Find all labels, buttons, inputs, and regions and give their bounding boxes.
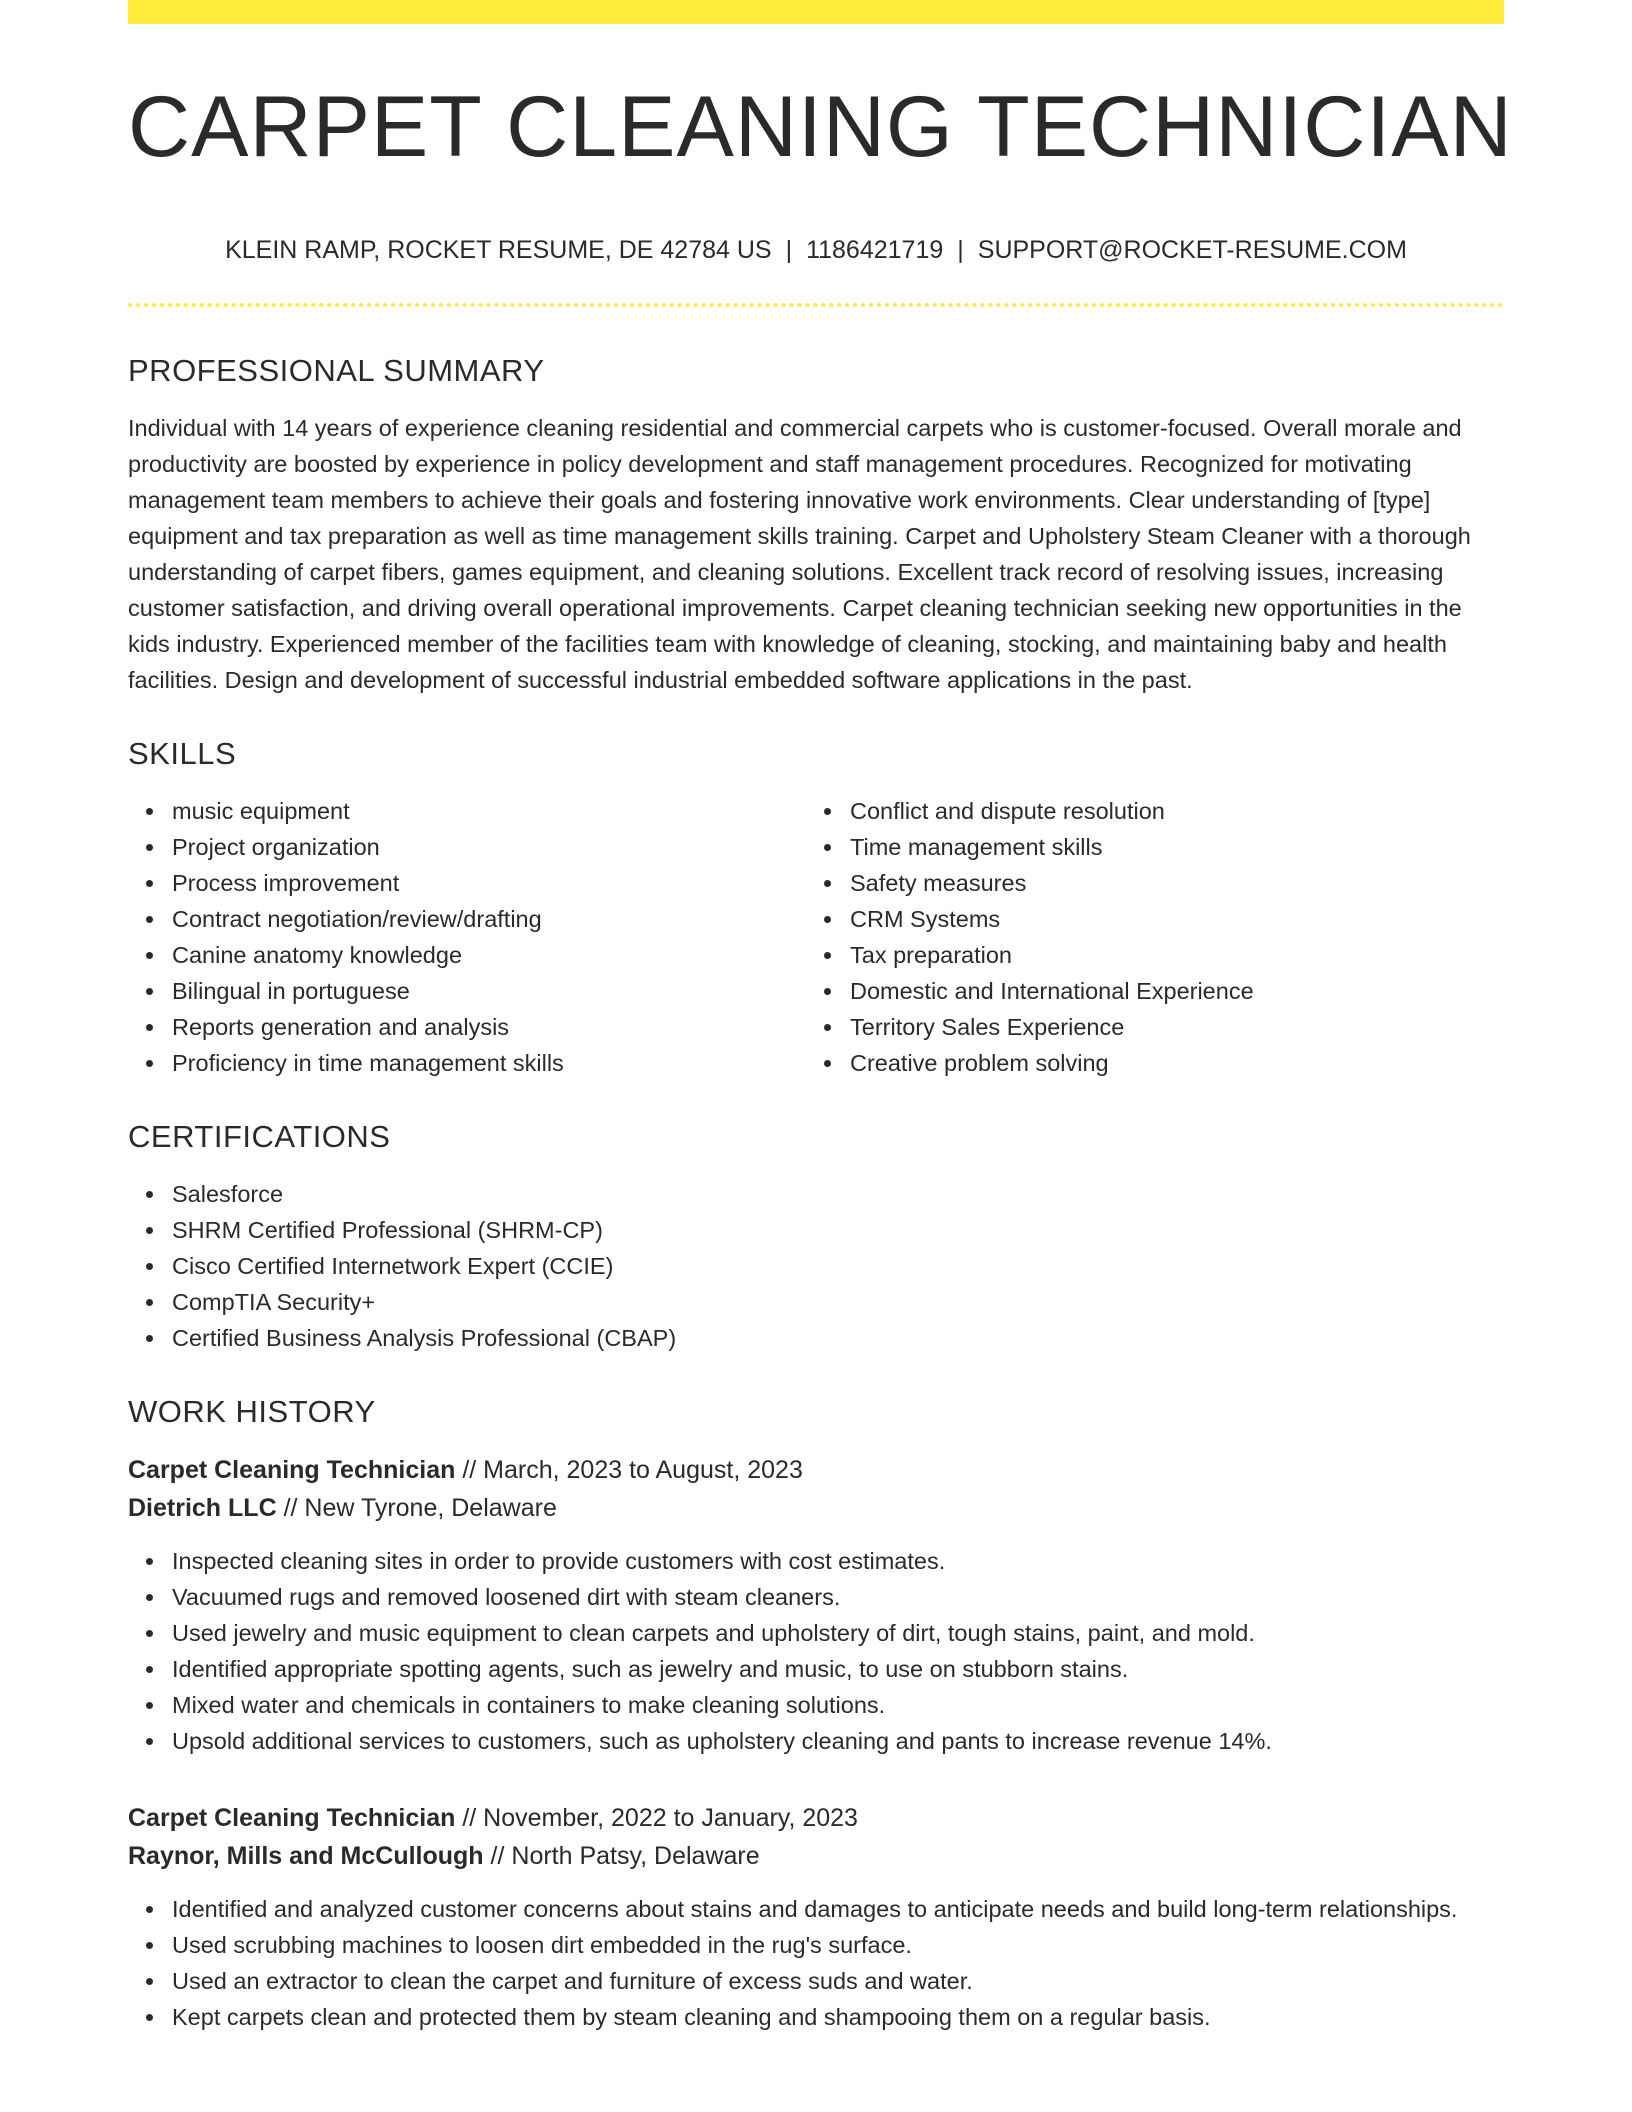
job-company-line	[128, 1489, 1504, 1527]
job-duty: Used jewelry and music equipment to clean carpets and upholstery of dirt, tough stains, paint, and mold.	[128, 1615, 1504, 1651]
job-dates: // November, 2022 to January, 2023	[462, 1804, 858, 1832]
work-history-heading: WORK HISTORY	[128, 1394, 376, 1429]
resume-page	[128, 0, 1513, 2035]
job-duty: Kept carpets clean and protected them by steam cleaning and shampooing them on a regular basis.	[128, 1999, 1504, 2035]
job-duty: Used scrubbing machines to loosen dirt embedded in the rug's surface.	[128, 1927, 1504, 1963]
summary-text: Individual with 14 years of experience cleaning residential and commercial carpets who is customer-focused. Overall morale and productivity are boosted by experience in policy development and staff management procedures. Recognized for motivating management team members to achieve their goals and fostering innovative work environments. Clear understanding of [type] equipment and tax preparation as well as time management skills training. Carpet and Upholstery Steam Cleaner with a thorough understanding of carpet fibers, games equipment, and cleaning solutions. Excellent track record of resolving issues, increasing customer satisfaction, and driving overall operational improvements. Carpet cleaning technician seeking new opportunities in the kids industry. Experienced member of the facilities team with knowledge of cleaning, stocking, and maintaining baby and health facilities. Design and development of successful industrial embedded software applications in the past.	[128, 415, 1471, 693]
skill-item: music equipment	[128, 793, 806, 829]
job-duties-list	[128, 1891, 1504, 2035]
skill-item: Territory Sales Experience	[806, 1009, 1484, 1045]
skill-item: Creative problem solving	[806, 1045, 1484, 1081]
resume-title: CARPET CLEANING TECHNICIAN	[128, 79, 1513, 175]
contact-separator: |	[785, 236, 793, 264]
job-duty: Used an extractor to clean the carpet and furniture of excess suds and water.	[128, 1963, 1504, 1999]
certification-item: Certified Business Analysis Professional (CBAP)	[128, 1320, 1504, 1356]
certifications-list	[128, 1176, 1504, 1356]
job-duty: Vacuumed rugs and removed loosened dirt with steam cleaners.	[128, 1579, 1504, 1615]
skill-item: CRM Systems	[806, 901, 1484, 937]
skill-item: Canine anatomy knowledge	[128, 937, 806, 973]
job-title-line	[128, 1799, 1504, 1837]
accent-top-bar	[128, 0, 1504, 24]
job-title-line	[128, 1451, 1504, 1489]
summary-heading: PROFESSIONAL SUMMARY	[128, 353, 545, 388]
job-duty: Mixed water and chemicals in containers to make cleaning solutions.	[128, 1687, 1504, 1723]
skills-right-list	[806, 793, 1484, 1081]
job-dates: // March, 2023 to August, 2023	[462, 1456, 803, 1484]
certification-item: CompTIA Security+	[128, 1284, 1504, 1320]
job-entry	[128, 1799, 1504, 2035]
contact-phone: 1186421719	[806, 236, 944, 264]
certification-item: Cisco Certified Internetwork Expert (CCIE)	[128, 1248, 1504, 1284]
job-duty: Identified appropriate spotting agents, such as jewelry and music, to use on stubborn stains.	[128, 1651, 1504, 1687]
skills-left-list	[128, 793, 806, 1081]
job-duty: Identified and analyzed customer concerns about stains and damages to anticipate needs and build long-term relationships.	[128, 1891, 1504, 1927]
job-company-line	[128, 1837, 1504, 1875]
job-company: Dietrich LLC	[128, 1494, 277, 1522]
skill-item: Time management skills	[806, 829, 1484, 865]
skills-columns	[128, 793, 1504, 1081]
job-title: Carpet Cleaning Technician	[128, 1804, 456, 1832]
skill-item: Process improvement	[128, 865, 806, 901]
contact-email: SUPPORT@ROCKET-RESUME.COM	[977, 236, 1407, 264]
job-duty: Upsold additional services to customers, such as upholstery cleaning and pants to increase revenue 14%.	[128, 1723, 1504, 1759]
skill-item: Reports generation and analysis	[128, 1009, 806, 1045]
skill-item: Tax preparation	[806, 937, 1484, 973]
skill-item: Conflict and dispute resolution	[806, 793, 1484, 829]
contact-separator: |	[957, 236, 964, 264]
skill-item: Project organization	[128, 829, 806, 865]
skill-item: Contract negotiation/review/drafting	[128, 901, 806, 937]
job-company: Raynor, Mills and McCullough	[128, 1842, 484, 1870]
skill-item: Proficiency in time management skills	[128, 1045, 806, 1081]
skill-item: Safety measures	[806, 865, 1484, 901]
contact-line	[128, 236, 1504, 265]
job-duties-list	[128, 1543, 1504, 1759]
job-location: // North Patsy, Delaware	[490, 1842, 760, 1870]
job-duty: Inspected cleaning sites in order to provide customers with cost estimates.	[128, 1543, 1504, 1579]
skills-heading: SKILLS	[128, 736, 237, 771]
job-title: Carpet Cleaning Technician	[128, 1456, 456, 1484]
skill-item: Bilingual in portuguese	[128, 973, 806, 1009]
dotted-divider	[128, 303, 1504, 307]
contact-address: KLEIN RAMP, ROCKET RESUME, DE 42784 US	[225, 236, 772, 264]
certifications-heading: CERTIFICATIONS	[128, 1119, 391, 1154]
job-location: // New Tyrone, Delaware	[283, 1494, 557, 1522]
certification-item: Salesforce	[128, 1176, 1504, 1212]
skill-item: Domestic and International Experience	[806, 973, 1484, 1009]
certification-item: SHRM Certified Professional (SHRM-CP)	[128, 1212, 1504, 1248]
job-entry	[128, 1451, 1504, 1759]
